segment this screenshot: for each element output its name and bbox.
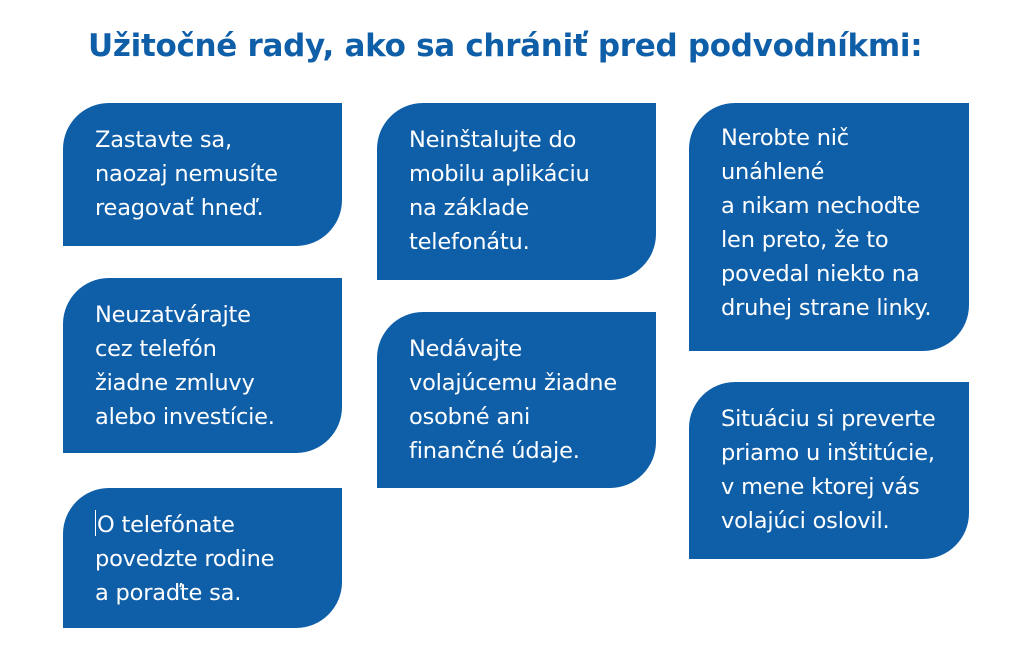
text-cursor bbox=[95, 510, 96, 536]
tip-card-text: Neinštalujte do mobilu aplikáciu na základe telefonátu. bbox=[409, 127, 590, 255]
tip-card-no-personal-data bbox=[377, 312, 656, 488]
tip-card-text: O telefónate povedzte rodine a poraďte sa. bbox=[95, 512, 275, 606]
tip-card-text: Neuzatvárajte cez telefón žiadne zmluvy alebo investície. bbox=[95, 302, 275, 430]
tip-card-verify-institution bbox=[689, 382, 969, 559]
tip-card-text: Zastavte sa, naozaj nemusíte reagovať hneď. bbox=[95, 127, 278, 221]
tip-card-stop bbox=[63, 103, 342, 246]
tip-card-no-contracts bbox=[63, 278, 342, 453]
tip-card-no-apps bbox=[377, 103, 656, 280]
tip-card-no-rush bbox=[689, 103, 969, 351]
tip-card-text: Nerobte nič unáhlené a nikam nechoďte len preto, že to povedal niekto na druhej strane linky. bbox=[721, 125, 932, 321]
tip-card-text: Nedávajte volajúcemu žiadne osobné ani finančné údaje. bbox=[409, 336, 618, 464]
tip-card-text: Situáciu si preverte priamo u inštitúcie, v mene ktorej vás volajúci oslovil. bbox=[721, 406, 936, 534]
page-title: Užitočné rady, ako sa chrániť pred podvodníkmi: bbox=[88, 28, 923, 64]
tip-card-tell-family bbox=[63, 488, 342, 628]
